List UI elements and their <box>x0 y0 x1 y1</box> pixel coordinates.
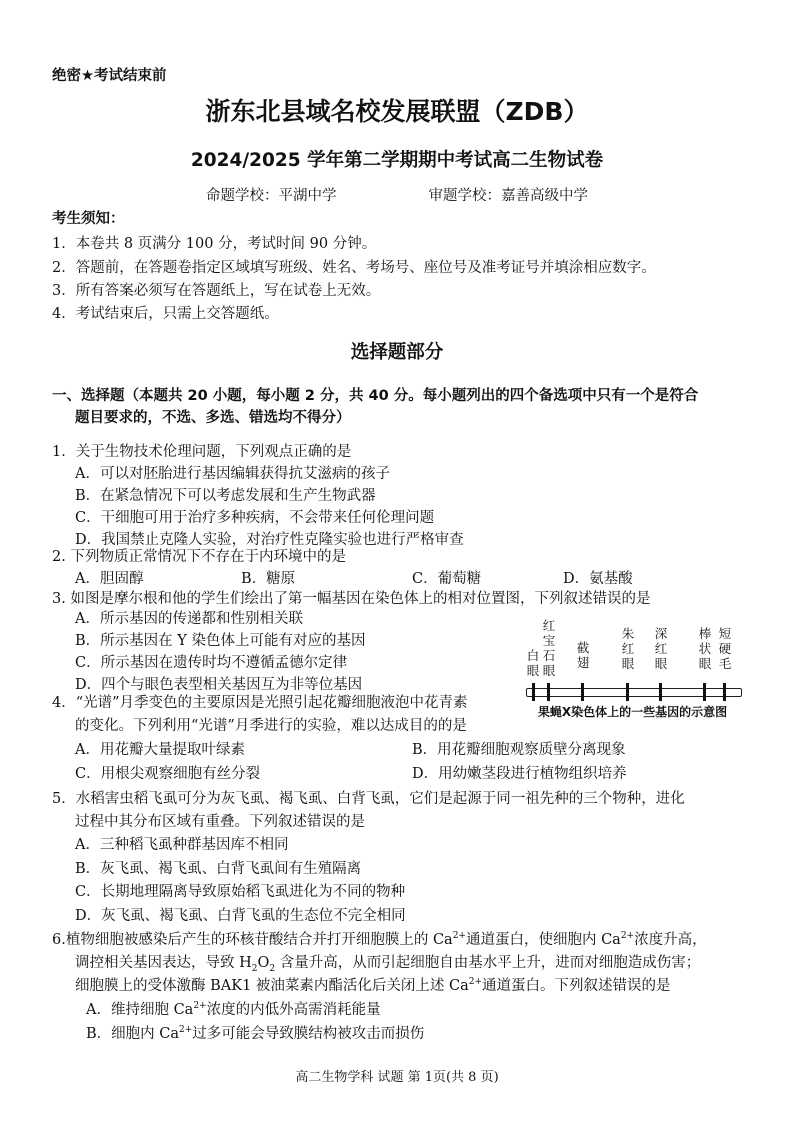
question-4-stem: 4．“光谱”月季变色的主要原因是光照引起花瓣细胞液泡中花青素 <box>52 695 468 711</box>
question-5-stem-cont: 过程中其分布区域有重叠。下列叙述错误的是 <box>75 814 365 830</box>
question-1-option-a: A．可以对胚胎进行基因编辑获得抗艾滋病的孩子 <box>75 466 390 482</box>
question-6-stem: 6.植物细胞被感染后产生的环核苷酸结合并打开细胞膜上的 $Ca^{2+}$通道蛋白，使细胞内 $Ca^{2+}$浓度升高， <box>52 931 707 948</box>
page-footer: 高二生物学科 试题 第 1页(共 8 页) <box>295 1070 499 1085</box>
notice-title: 考生须知： <box>52 211 125 227</box>
schools-line <box>0 184 794 205</box>
gene-locus-tick <box>659 683 662 701</box>
gene-locus-tick <box>626 683 629 701</box>
gene-label-white-eye: 白眼 <box>526 648 540 678</box>
gene-label-bar-eye: 棒状眼 <box>698 626 712 671</box>
notice-item: 4．考试结束后，只需上交答题纸。 <box>52 306 279 322</box>
exam-subtitle: 2024/2025 学年第二学期期中考试高二生物试卷 <box>190 150 604 171</box>
part1-instructions-cont: 题目要求的，不选、多选、错选均不得分） <box>75 410 351 426</box>
question-1-option-c: C．干细胞可用于治疗多种疾病，不会带来任何伦理问题 <box>75 510 435 526</box>
question-3-option-a: A．所示基因的传递都和性别相关联 <box>75 611 303 627</box>
question-5-option-c: C．长期地理隔离导致原始稻飞虱进化为不同的物种 <box>75 884 406 900</box>
question-6-stem-line3: 细胞膜上的受体激酶 BAK1 被油菜素内酯活化后关闭上述 $Ca^{2+}$通道蛋白。下列叙述错误的是 <box>75 977 671 994</box>
gene-label-carmine-eye: 深红眼 <box>654 626 668 671</box>
figure-caption: 果蝇X染色体上的一些基因的示意图 <box>537 705 728 719</box>
gene-locus-tick <box>581 683 584 701</box>
gene-label-cut-wing: 截翅 <box>576 640 590 670</box>
question-2-option-b: B．糖原 <box>241 571 296 587</box>
question-4-option-a: A．用花瓣大量提取叶绿素 <box>75 742 245 758</box>
question-6-stem-line2: 调控相关基因表达，导致 $H_2O_2$ 含量升高，从而引起细胞自由基水平上升，进而对细胞造成伤害； <box>75 955 701 974</box>
review-school: 审题学校：嘉善高级中学 <box>428 188 588 204</box>
question-1-option-b: B．在紧急情况下可以考虑发展和生产生物武器 <box>75 488 376 504</box>
confidential-mark: 绝密★考试结束前 <box>52 68 167 84</box>
gene-label-ruby-eye: 红宝石眼 <box>542 618 556 678</box>
exam-title: 浙东北县域名校发展联盟（ZDB） <box>205 97 589 126</box>
gene-locus-tick <box>723 683 726 701</box>
x-chromosome-bar <box>526 688 742 697</box>
gene-label-short-bristle: 短硬毛 <box>718 626 732 671</box>
question-1-option-d: D．我国禁止克隆人实验，对治疗性克隆实验也进行严格审查 <box>75 532 464 548</box>
question-3-stem: 3. 如图是摩尔根和他的学生们绘出了第一幅基因在染色体上的相对位置图，下列叙述错误的是 <box>52 591 651 607</box>
question-2-option-a: A．胆固醇 <box>75 571 144 587</box>
question-2-option-c: C．葡萄糖 <box>412 571 482 587</box>
question-4-option-b: B．用花瓣细胞观察质壁分离现象 <box>412 742 626 758</box>
question-5-option-d: D．灰飞虱、褐飞虱、白背飞虱的生态位不完全相同 <box>75 908 406 924</box>
question-3-option-d: D．四个与眼色表型相关基因互为非等位基因 <box>75 677 363 693</box>
question-5-option-a: A．三种稻飞虱种群基因库不相同 <box>75 837 289 853</box>
question-4-option-d: D．用幼嫩茎段进行植物组织培养 <box>412 766 627 782</box>
notice-item: 3．所有答案必须写在答题纸上，写在试卷上无效。 <box>52 283 381 299</box>
question-3-option-b: B．所示基因在 Y 染色体上可能有对应的基因 <box>75 633 366 649</box>
question-4-option-c: C．用根尖观察细胞有丝分裂 <box>75 766 261 782</box>
question-5-stem: 5．水稻害虫稻飞虱可分为灰飞虱、褐飞虱、白背飞虱，它们是起源于同一祖先种的三个物种，进化 <box>52 791 685 807</box>
question-4-stem-cont: 的变化。下列利用“光谱”月季进行的实验，难以达成目的的是 <box>75 718 467 734</box>
author-school: 命题学校：平湖中学 <box>206 188 337 204</box>
question-6-option-b: B．细胞内 $Ca^{2+}$过多可能会导致膜结构被攻击而损伤 <box>86 1025 425 1042</box>
part1-instructions: 一、选择题（本题共 20 小题，每小题 2 分，共 40 分。每小题列出的四个备选项中只有一个是符合 <box>52 388 699 404</box>
question-2-stem: 2. 下列物质正常情况下不存在于内环境中的是 <box>52 549 346 565</box>
gene-label-vermilion-eye: 朱红眼 <box>621 626 635 671</box>
question-2-option-d: D．氨基酸 <box>563 571 633 587</box>
gene-locus-tick <box>532 683 535 701</box>
gene-locus-tick <box>703 683 706 701</box>
question-6-option-a: A．维持细胞 $Ca^{2+}$浓度的内低外高需消耗能量 <box>86 1001 381 1018</box>
gene-position-figure <box>520 618 745 723</box>
question-3-option-c: C．所示基因在遗传时均不遵循孟德尔定律 <box>75 655 348 671</box>
notice-item: 1．本卷共 8 页满分 100 分，考试时间 90 分钟。 <box>52 236 377 252</box>
notice-item: 2．答题前，在答题卷指定区域填写班级、姓名、考场号、座位号及准考证号并填涂相应数字。 <box>52 260 656 276</box>
gene-locus-tick <box>547 683 550 701</box>
section-title: 选择题部分 <box>350 342 444 363</box>
question-1-stem: 1．关于生物技术伦理问题，下列观点正确的是 <box>52 444 352 460</box>
question-5-option-b: B．灰飞虱、褐飞虱、白背飞虱间有生殖隔离 <box>75 861 362 877</box>
